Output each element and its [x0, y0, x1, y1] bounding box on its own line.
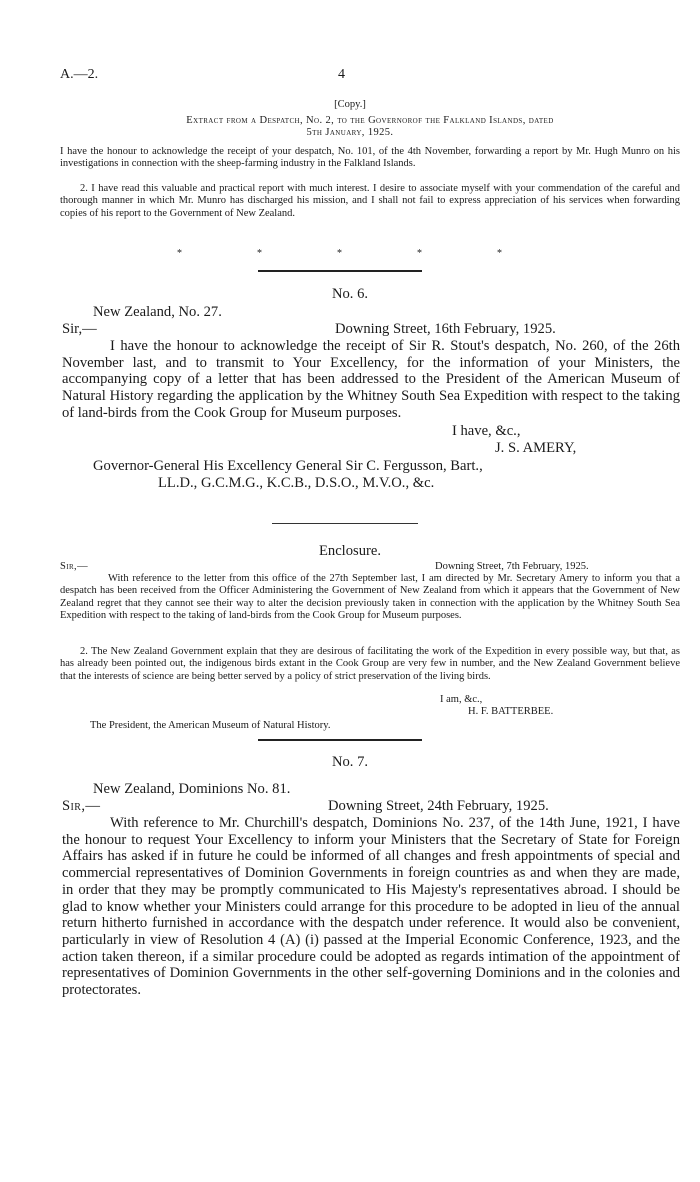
closing-enclosure: I am, &c.,	[440, 694, 483, 705]
addressee-no6: New Zealand, No. 27.	[93, 304, 222, 320]
signature-no6: J. S. AMERY,	[495, 440, 577, 456]
extract-paragraph-2: 2. I have read this valuable and practical report with much interest. I desire to associate myself with your commendation of the careful and thorough manner in which Mr. Munro has discharged his mission, and I shall not fail to express appreciation of his services when forwarding copies of his report to the Government of New Zealand.	[60, 183, 680, 219]
section-divider	[258, 270, 422, 272]
extract-title-line2: 5th January, 1925.	[306, 127, 394, 138]
letter-body-no6: I have the honour to acknowledge the receipt of Sir R. Stout's despatch, No. 260, of the 26th November last, and to transmit to Your Excellency, for the information of your Ministers, the accompanying copy of a letter that has been addressed to the President of the American Museum of Natural History regarding the application by the Whitney South Sea Expedition with respect to the taking of land-birds from the Cook Group for Museum purposes.	[62, 338, 680, 421]
salutation-no6: Sir,—	[62, 321, 97, 337]
asterisk-separator: *	[497, 248, 502, 259]
asterisk-separator: *	[257, 248, 262, 259]
asterisk-separator: *	[177, 248, 182, 259]
page-number: 4	[338, 67, 345, 82]
enclosure-paragraph-2: 2. The New Zealand Government explain that they are desirous of facilitating the work of the Expedition in every possible way, but that, as has already been pointed out, the indigenous birds extant in the Cook Group are very few in number, and the New Zealand Government believe that the interests of science are being better served by a policy of strict preservation of the living birds.	[60, 646, 680, 682]
signature-enclosure: H. F. BATTERBEE.	[468, 706, 554, 717]
asterisk-separator: *	[337, 248, 342, 259]
closing-no6: I have, &c.,	[452, 423, 521, 439]
document-reference: A.—2.	[60, 67, 99, 82]
enclosure-paragraph-1: With reference to the letter from this office of the 27th September last, I am directed by Mr. Secretary Amery to inform you that a despatch has been received from the Officer Administering the Government of New Zealand from which it appears that the Government of New Zealand regret that they cannot see their way to alter the decision previously taken in connection with the application by the Whitney South Sea Expedition with respect to the taking of land-birds from the Cook Group for Museum purposes.	[60, 573, 680, 621]
place-date-enclosure: Downing Street, 7th February, 1925.	[435, 561, 589, 572]
recipient-no6-line2: LL.D., G.C.M.G., K.C.B., D.S.O., M.V.O., &c.	[158, 475, 435, 491]
recipient-no6-line1: Governor-General His Excellency General Sir C. Fergusson, Bart.,	[93, 458, 483, 474]
letter-body-no7: With reference to Mr. Churchill's despatch, Dominions No. 237, of the 14th June, 1921, I have the honour to request Your Excellency to inform your Ministers that the Secretary of State for Foreign Affairs has asked if in future he could be informed of all changes and fresh appointments of special and commercial representatives of Dominion Governments in foreign countries as and when they are made, in order that they may be promptly communicated to His Majesty's representatives abroad. I should be glad to know whether your Ministers could arrange for this procedure to be adopted in lieu of the annual return hitherto furnished in accordance with the despatch under reference. It would also be convenient, particularly in view of Resolution 4 (A) (i) passed at the Imperial Economic Conference, 1923, and the action taken thereon, if a similar procedure could be adopted as regards intimation of the appointment of representatives of Dominion Governments in the other self-governing Dominions and in the colonies and protectorates.	[62, 815, 680, 999]
section-heading-no6: No. 6.	[331, 286, 369, 302]
copy-label: [Copy.]	[334, 99, 366, 110]
enclosure-heading: Enclosure.	[318, 543, 381, 559]
section-divider	[272, 523, 418, 524]
asterisk-separator: *	[417, 248, 422, 259]
extract-title-line1: Extract from a Despatch, No. 2, to the Governorof the Falkland Islands, dated	[186, 115, 554, 126]
place-date-no7: Downing Street, 24th February, 1925.	[328, 798, 549, 814]
addressee-no7: New Zealand, Dominions No. 81.	[93, 781, 291, 797]
section-divider	[258, 739, 422, 741]
section-heading-no7: No. 7.	[331, 754, 369, 770]
extract-paragraph-1: I have the honour to acknowledge the receipt of your despatch, No. 101, of the 4th November, forwarding a report by Mr. Hugh Munro on his investigations in connection with the sheep-farming industry in the Falkland Islands.	[60, 146, 680, 170]
place-date-no6: Downing Street, 16th February, 1925.	[335, 321, 556, 337]
salutation-enclosure: Sir,—	[60, 561, 88, 572]
salutation-no7: Sir,—	[62, 798, 101, 814]
recipient-enclosure: The President, the American Museum of Natural History.	[90, 720, 331, 731]
